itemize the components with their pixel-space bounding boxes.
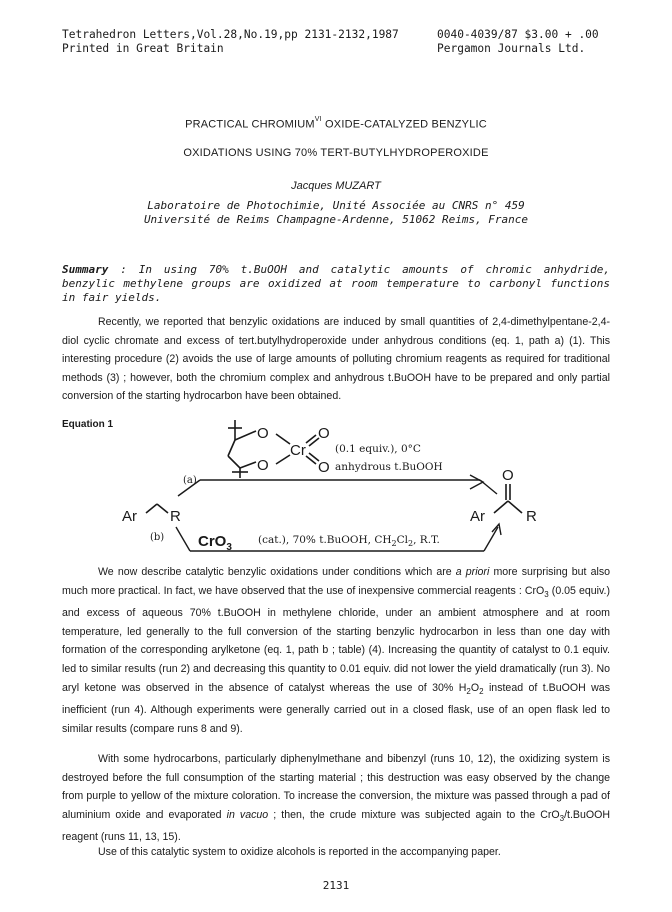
product-aryl: Ar [470,508,485,525]
path-a-condition-1: (0.1 equiv.), 0°C [335,443,421,455]
paragraph-intro: Recently, we reported that benzylic oxidations are induced by small quantities of 2,4-dimethylpentane-2,4-diol cyclic chromate and excess of tert.butylhydroperoxide under anhydrous conditions (eq. 1, path a) (1). This interesting procedure (2) avoids the use of large amounts of polluting chromium reagents as required for traditional methods (3) ; however, both the chromium complex and anhydrous t.BuOOH have to be prepared and only partial conversion of the starting hydrocarbon have been obtained. [62,316,610,403]
path-b-conditions: (cat.), 70% t.BuOOH, $CH_2Cl_2$, R.T. [258,534,440,548]
printed-in: Printed in Great Britain [62,42,224,55]
journal-citation: Tetrahedron Letters,Vol.28,No.19,pp 2131-2132,1987 [62,28,399,41]
affiliation-line-2: Université de Reims Champagne-Ardenne, 51062 Reims, France [143,213,529,226]
path-a-label: (a) [183,475,197,486]
page-number: 2131 [322,879,350,892]
paragraph-results: We now describe catalytic benzylic oxidations under conditions which are a priori more surprising but also much more practical. In fact, we have observed that the use of inexpensive commercial reagents : CrO$_3$ (0.05 equiv.) and excess of aqueous 70% t.BuOOH in methylene chloride, under an ambient atmosphere and at room temperature, led generally to the full conversion of the starting benzylic hydrocarbon in less than one day with formation of the corresponding arylketone (eq. 1, path b ; table) (4). Increasing the quantity of catalyst to 0.1 equiv. led to similar results (run 2) and decreasing this quantity to 0.01 equiv. did not lower the yield dramatically (run 3). No aryl ketone was observed in the absence of catalyst whereas the use of 30% $H_2O_2$ instead of t.BuOOH was inefficient (run 4). Although experiments were generally carried out in a closed flask, use of an open flask led to similar results (compare runs 8 and 9). [62,566,611,735]
cro3-label: CrO$_3$ [198,533,232,553]
chromium-oxo-top: O [318,425,330,442]
ring-oxygen-2: O [257,457,269,474]
publisher: Pergamon Journals Ltd. [437,42,586,55]
product-bonds [494,484,522,513]
summary [62,263,610,305]
price-code: 0040-4039/87 $3.00 + .00 [437,28,599,41]
reactant-r-group: R [170,508,181,525]
paragraph-hydrocarbons: With some hydrocarbons, particularly diphenylmethane and bibenzyl (runs 10, 12), the oxidizing system is destroyed before the full consumption of the starting material ; this destruction was easy observed by the change from purple to yellow of the mixture coloration. To increase the conversion, the mixture was passed through a pad of aluminium oxide and evaporated in vacuo ; then, the crude mixture was subjected again to the CrO$_3$/t.BuOOH reagent (runs 11, 13, 15). [62,753,610,844]
affiliation-line-1: Laboratoire de Photochimie, Unité Associée au CNRS n° 459 [147,199,525,212]
cyclic-chromate-structure [228,420,319,478]
reactant-bonds [146,504,168,513]
paper-title-line-1: PRACTICAL $CHROMIUM^{VI}$ OXIDE-CATALYZED BENZYLIC [185,116,487,131]
equation-label: Equation 1 [62,419,114,430]
paragraph-alcohols: Use of this catalytic system to oxidize alcohols is reported in the accompanying paper. [98,846,501,858]
reactant-aryl: Ar [122,508,137,525]
chromium-label: Cr [290,442,306,459]
path-b-arrow [176,524,501,551]
path-a-condition-2: anhydrous t.BuOOH [335,461,443,473]
product-carbonyl-oxygen: O [502,467,514,484]
product-r-group: R [526,508,537,525]
summary-label: Summary [62,263,109,276]
chromium-oxo-right: O [318,459,330,476]
author-name: Jacques MUZART [291,180,381,192]
ring-oxygen-1: O [257,425,269,442]
path-b-label: (b) [150,532,165,543]
path-a-arrow [178,475,497,496]
paper-title-line-2: OXIDATIONS USING 70% TERT-BUTYLHYDROPEROXIDE [183,147,489,159]
summary-text: : In using 70% t.BuOOH and catalytic amounts of chromic anhydride, benzylic methylene groups are oxidized at room temperature to carbonyl functions in fair yields. [62,263,610,304]
